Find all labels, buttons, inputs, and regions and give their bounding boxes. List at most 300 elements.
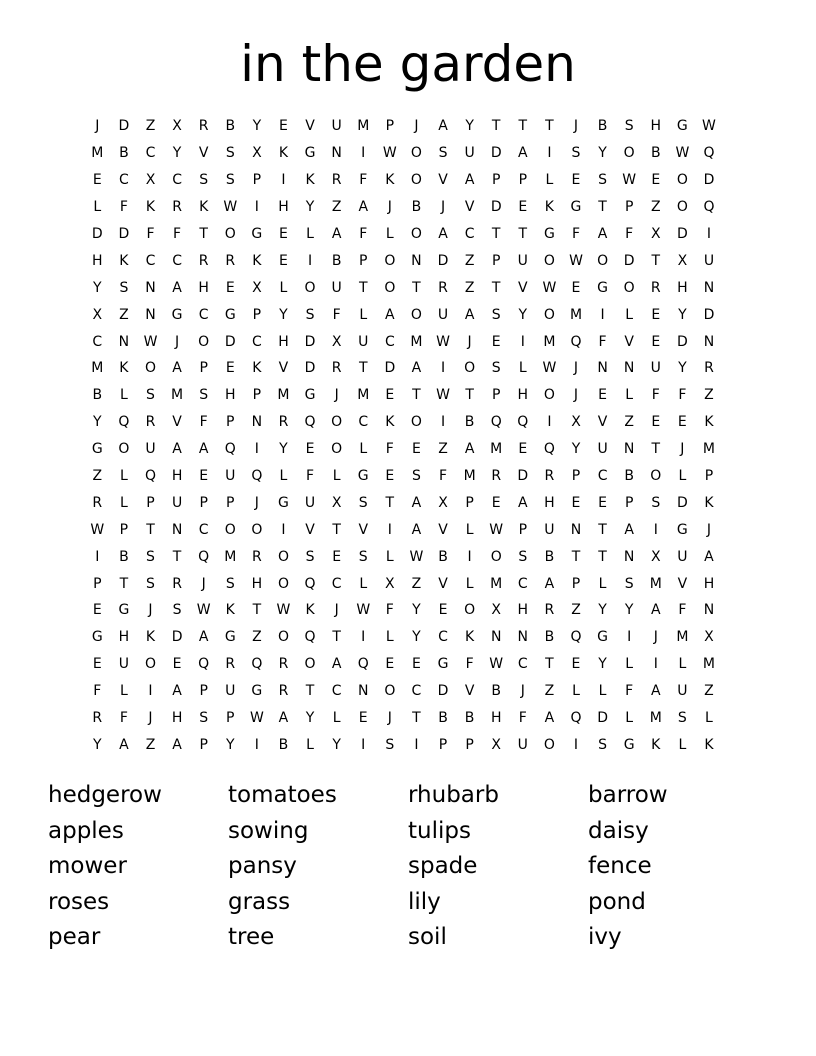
grid-letter: W [675,145,690,162]
grid-letter: Q [703,199,715,216]
grid-letter: C [438,629,448,646]
grid-letter: E [677,414,687,431]
grid-letter: Y [93,736,102,753]
grid-letter: T [651,441,661,458]
grid-letter: J [387,710,392,727]
grid-letter: L [705,710,713,727]
grid-letter: B [438,548,448,565]
grid-letter: P [226,710,235,727]
grid-letter: E [651,172,661,189]
grid-letter: I [281,172,286,189]
grid-letter: C [198,306,209,323]
grid-letter: Z [571,602,581,619]
grid-letter: B [597,118,608,135]
grid-letter: M [357,118,370,135]
grid-letter: B [491,683,501,700]
grid-letter: O [251,521,263,538]
grid-letter: G [278,494,289,511]
grid-letter: V [438,575,448,592]
word-list-item: fence [588,853,652,880]
grid-letter: W [356,602,371,619]
grid-letter: E [225,279,235,296]
grid-letter: A [464,306,475,323]
grid-letter: I [148,683,153,700]
grid-row [84,516,722,543]
grid-letter: Z [704,387,714,404]
grid-letter: F [385,602,394,619]
grid-letter: Y [252,118,262,135]
grid-letter: P [199,360,208,377]
grid-row [84,543,722,570]
grid-letter: Z [145,736,156,753]
grid-letter: R [278,414,289,431]
grid-letter: C [251,333,262,350]
grid-letter: F [678,602,687,619]
grid-letter: L [119,387,128,404]
grid-letter: S [305,548,315,565]
grid-letter: E [225,360,235,377]
grid-letter: A [119,736,129,753]
grid-letter: E [279,226,288,242]
grid-letter: Q [490,414,502,431]
grid-row [84,382,722,409]
grid-letter: D [490,199,502,216]
grid-letter: O [384,683,396,700]
grid-letter: O [410,172,422,189]
grid-letter: Z [331,199,342,216]
grid-row [84,409,722,436]
grid-letter: M [171,387,184,404]
grid-letter: A [172,683,182,700]
grid-letter: C [92,333,103,350]
grid-letter: E [571,656,581,673]
grid-letter: F [518,710,527,727]
grid-letter: U [437,306,449,323]
grid-letter: S [146,548,155,565]
grid-letter: N [597,360,608,377]
grid-letter: G [91,441,103,458]
grid-letter: O [623,145,635,162]
grid-letter: V [438,521,448,538]
grid-letter: T [332,521,341,538]
grid-letter: D [597,710,608,727]
grid-letter: E [411,656,421,673]
grid-letter: I [706,226,712,242]
grid-letter: R [650,279,661,296]
grid-letter: W [569,252,583,269]
grid-letter: L [625,710,634,727]
grid-letter: M [676,629,689,646]
grid-letter: S [491,306,501,323]
grid-letter: A [172,279,182,296]
grid-letter: Q [144,468,156,485]
grid-letter: U [118,656,130,673]
grid-letter: Z [252,629,262,646]
grid-letter: S [518,548,528,565]
grid-letter: W [622,172,637,189]
grid-letter: Q [570,710,582,727]
grid-letter: O [331,414,343,431]
grid-letter: V [624,333,634,350]
grid-letter: P [146,494,155,511]
grid-letter: Q [703,145,715,162]
grid-letter: W [436,333,450,350]
grid-letter: C [517,575,528,592]
grid-letter: A [172,360,182,377]
grid-row [84,113,722,140]
grid-letter: V [464,199,475,216]
grid-letter: G [623,736,635,753]
grid-letter: S [651,494,661,511]
grid-letter: W [90,521,105,538]
grid-letter: C [145,145,156,162]
grid-letter: O [543,387,555,404]
grid-letter: I [307,252,313,269]
word-list-item: ivy [588,924,622,951]
grid-letter: Y [465,118,474,135]
grid-letter: D [517,468,529,485]
grid-letter: Z [411,575,422,592]
grid-letter: Z [145,118,156,135]
grid-letter: Z [544,683,555,700]
grid-letter: N [251,414,263,431]
grid-letter: X [650,548,661,565]
word-list-item: apples [48,817,124,844]
grid-letter: W [436,387,450,404]
grid-letter: G [251,226,263,242]
grid-letter: Y [412,602,421,619]
grid-letter: S [225,172,235,189]
grid-letter: L [465,521,474,538]
grid-letter: W [702,118,716,135]
grid-letter: B [438,710,448,727]
grid-letter: F [625,226,634,242]
grid-letter: A [172,441,182,458]
grid-letter: O [543,306,555,323]
grid-letter: M [357,387,370,404]
grid-letter: S [199,172,209,189]
grid-letter: J [414,118,419,135]
grid-letter: N [331,145,342,162]
grid-letter: H [703,575,715,592]
grid-letter: A [172,736,182,753]
grid-letter: V [198,145,209,162]
grid-letter: U [544,521,555,538]
grid-letter: D [437,683,449,700]
grid-letter: Y [93,414,102,431]
grid-letter: E [571,494,581,511]
grid-letter: J [573,387,579,404]
grid-letter: Z [119,306,129,323]
grid-letter: K [145,199,156,216]
grid-letter: I [387,521,392,538]
grid-letter: P [518,521,528,538]
grid-letter: R [438,279,448,296]
grid-row [84,194,722,221]
grid-letter: E [332,548,342,565]
grid-letter: P [199,736,208,753]
grid-letter: C [597,468,608,485]
grid-letter: M [543,333,556,350]
grid-letter: F [438,468,448,485]
grid-letter: I [520,333,525,350]
grid-letter: N [623,548,635,565]
grid-letter: A [544,575,555,592]
grid-letter: Z [624,414,634,431]
grid-letter: G [597,629,608,646]
grid-letter: U [517,252,528,269]
grid-letter: V [358,521,369,538]
grid-letter: G [676,521,688,538]
grid-letter: I [627,629,632,646]
grid-letter: C [145,252,156,269]
grid-letter: F [359,226,368,242]
grid-letter: C [119,172,129,189]
grid-letter: O [650,468,662,485]
grid-letter: H [278,333,289,350]
grid-letter: B [278,736,289,753]
grid-letter: L [279,279,288,296]
grid-letter: P [359,252,368,269]
grid-letter: C [331,575,342,592]
grid-letter: S [146,387,155,404]
grid-letter: L [359,575,368,592]
grid-letter: R [225,252,236,269]
grid-letter: J [653,629,658,646]
grid-letter: Y [172,145,182,162]
grid-letter: Z [464,279,475,296]
grid-letter: D [384,360,396,377]
grid-letter: V [305,521,315,538]
letter-grid [84,113,722,758]
grid-letter: L [93,199,102,216]
grid-letter: B [119,145,129,162]
grid-letter: L [359,306,368,323]
grid-letter: V [305,118,315,135]
grid-letter: D [118,226,130,242]
word-list-item: pansy [228,853,297,880]
grid-letter: G [543,226,555,242]
grid-letter: K [704,736,714,753]
grid-letter: C [358,414,369,431]
grid-letter: N [570,521,582,538]
grid-letter: X [252,145,262,162]
grid-letter: F [199,414,208,431]
grid-row [84,301,722,328]
grid-letter: H [544,494,555,511]
grid-letter: W [276,602,291,619]
grid-letter: E [92,172,102,189]
grid-letter: U [171,494,183,511]
grid-letter: J [680,441,685,458]
grid-letter: M [91,360,104,377]
grid-letter: S [385,736,395,753]
grid-letter: E [385,656,395,673]
grid-letter: F [359,172,368,189]
grid-letter: H [118,629,130,646]
grid-letter: T [146,521,155,538]
grid-letter: V [438,172,448,189]
grid-letter: A [411,521,422,538]
grid-letter: Y [598,656,607,673]
grid-letter: L [385,226,394,242]
grid-letter: B [464,710,475,727]
grid-letter: N [145,306,156,323]
grid-row [84,328,722,355]
grid-letter: C [384,333,395,350]
grid-letter: N [357,683,369,700]
grid-letter: A [624,521,634,538]
grid-letter: K [651,736,661,753]
grid-row [84,221,722,248]
grid-letter: I [281,521,286,538]
word-list-item: mower [48,853,127,880]
grid-letter: M [569,306,583,323]
grid-letter: L [678,656,687,673]
grid-letter: L [385,629,394,646]
grid-letter: B [331,252,342,269]
grid-letter: F [625,683,634,700]
grid-letter: Q [570,333,582,350]
grid-letter: R [225,656,236,673]
grid-letter: L [385,548,394,565]
grid-letter: N [703,602,715,619]
grid-letter: P [226,414,235,431]
grid-letter: A [198,629,209,646]
grid-letter: F [385,441,394,458]
grid-letter: I [254,441,259,458]
grid-letter: L [625,656,634,673]
grid-letter: G [570,199,582,216]
grid-letter: X [491,602,501,619]
grid-letter: O [410,145,422,162]
grid-letter: B [544,548,555,565]
grid-letter: I [95,548,100,565]
grid-letter: L [306,226,314,242]
grid-letter: Q [304,414,316,431]
grid-letter: J [573,118,579,135]
grid-letter: I [254,736,259,753]
grid-letter: P [518,172,528,189]
grid-letter: G [597,279,608,296]
grid-letter: J [520,683,525,700]
grid-letter: T [412,710,421,727]
grid-letter: E [411,441,421,458]
grid-letter: E [438,602,448,619]
grid-letter: O [277,548,289,565]
grid-letter: Y [93,279,102,296]
grid-letter: Y [624,602,634,619]
grid-letter: G [118,602,130,619]
grid-letter: N [411,252,422,269]
grid-letter: N [171,521,183,538]
grid-letter: A [464,172,475,189]
grid-letter: F [598,333,607,350]
grid-letter: U [517,736,528,753]
grid-letter: G [171,306,183,323]
grid-letter: L [332,710,341,727]
grid-letter: W [489,521,504,538]
grid-letter: S [358,494,368,511]
grid-letter: Q [251,656,263,673]
grid-letter: B [119,548,129,565]
grid-letter: P [199,683,208,700]
grid-letter: T [518,226,528,242]
grid-letter: P [252,387,262,404]
grid-letter: N [623,441,635,458]
grid-letter: V [518,279,528,296]
grid-letter: O [118,441,130,458]
grid-letter: K [225,602,235,619]
grid-letter: W [143,333,158,350]
grid-letter: Z [464,252,475,269]
grid-letter: E [651,333,661,350]
grid-letter: E [598,387,607,404]
grid-letter: U [358,333,369,350]
grid-letter: S [199,387,209,404]
grid-letter: F [306,468,315,485]
grid-letter: A [385,306,395,323]
grid-row [84,274,722,301]
word-list [48,778,768,956]
grid-letter: F [678,387,687,404]
grid-letter: U [650,360,661,377]
grid-letter: W [542,360,557,377]
grid-letter: B [225,118,236,135]
grid-letter: O [277,575,289,592]
grid-letter: S [598,172,608,189]
grid-letter: R [278,683,289,700]
grid-letter: E [385,468,395,485]
grid-letter: T [119,575,129,592]
grid-letter: U [225,683,236,700]
grid-letter: W [542,279,557,296]
grid-letter: Y [279,306,288,323]
grid-letter: O [410,306,422,323]
grid-letter: L [279,468,288,485]
grid-letter: B [624,468,634,485]
grid-letter: D [490,145,502,162]
grid-letter: U [331,279,342,296]
word-list-item: soil [408,924,447,951]
grid-letter: D [676,494,688,511]
grid-letter: U [597,441,608,458]
grid-letter: S [491,360,501,377]
grid-letter: X [145,172,156,189]
grid-letter: P [624,494,634,511]
grid-letter: J [175,333,180,350]
grid-letter: T [358,360,368,377]
grid-letter: C [172,252,182,269]
grid-letter: J [148,602,153,619]
grid-letter: D [171,629,183,646]
grid-letter: I [361,145,366,162]
grid-letter: G [357,468,369,485]
grid-letter: P [119,521,129,538]
grid-letter: G [251,683,263,700]
grid-letter: K [119,360,129,377]
grid-letter: J [148,710,153,727]
grid-row [84,489,722,516]
grid-letter: P [252,306,262,323]
grid-letter: Y [412,629,421,646]
grid-letter: E [305,441,315,458]
grid-letter: E [92,602,102,619]
grid-letter: P [704,468,714,485]
grid-letter: I [440,414,446,431]
grid-letter: R [198,118,209,135]
grid-letter: V [172,414,182,431]
